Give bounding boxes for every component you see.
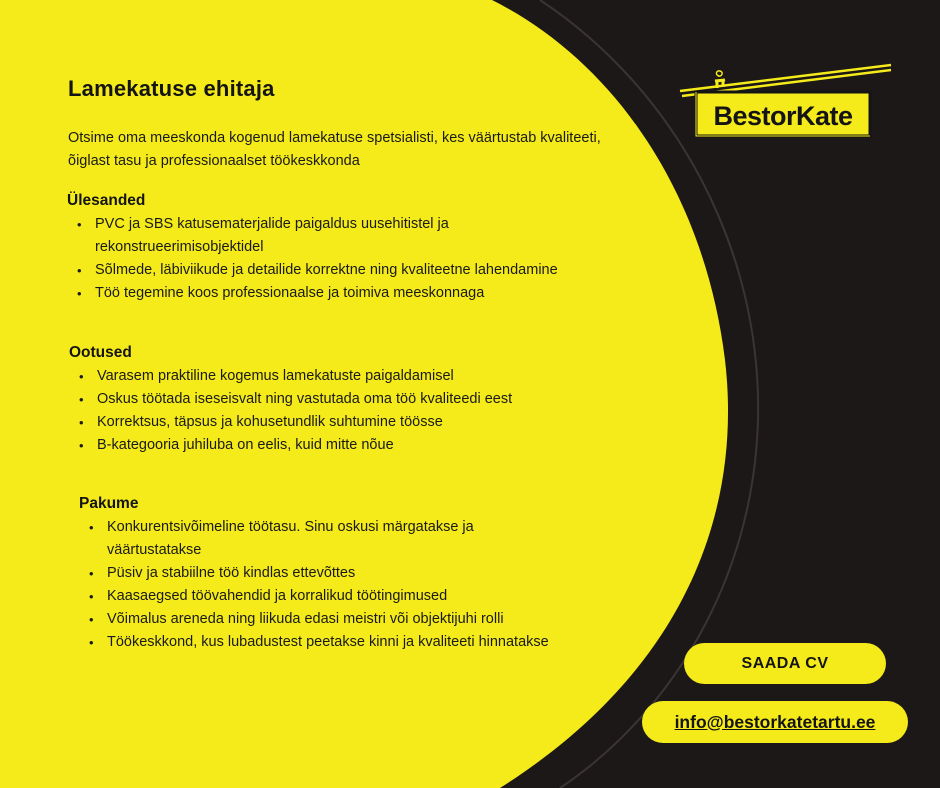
send-cv-button[interactable]: SAADA CV [684,643,886,684]
section-expectations [69,341,519,457]
offer-list [79,516,569,654]
list-item: • Püsiv ja stabiilne töö kindlas ettevõttes [79,562,569,585]
intro-text: Otsime oma meeskonda kogenud lamekatuse spetsialisti, kes väärtustab kvaliteeti, õiglast tasu ja professionaalset töökeskkonda [68,130,601,169]
section-heading: Pakume [79,495,139,512]
page-title: Lamekatuse ehitaja [68,76,275,101]
list-item: • Töö tegemine koos professionaalse ja toimiva meeskonnaga [67,282,567,305]
list-item: • Konkurentsivõimeline töötasu. Sinu oskusi märgatakse ja väärtustatakse [79,516,569,562]
list-item: • Võimalus areneda ning liikuda edasi meistri või objektijuhi rolli [79,608,569,631]
list-item: • PVC ja SBS katusematerjalide paigaldus uusehitistel ja rekonstrueerimisobjektidel [67,213,567,259]
task-list [67,213,567,305]
bestorkate-logo [678,62,893,144]
expectation-list [69,365,519,457]
section-tasks [67,189,567,305]
list-item: • Sõlmede, läbiviikude ja detailide korrektne ning kvaliteetne lahendamine [67,259,567,282]
list-item: • Töökeskkond, kus lubadustest peetakse kinni ja kvaliteeti hinnatakse [79,631,569,654]
list-item: • Varasem praktiline kogemus lamekatuste paigaldamisel [69,365,519,388]
section-heading: Ülesanded [67,192,146,209]
list-item: • Oskus töötada iseseisvalt ning vastutada oma töö kvaliteedi eest [69,388,519,411]
list-item: • Kaasaegsed töövahendid ja korralikud töötingimused [79,585,569,608]
logo-text: BestorKate [713,101,853,131]
list-item: • B-kategooria juhiluba on eelis, kuid mitte nõue [69,434,519,457]
list-item: • Korrektsus, täpsus ja kohusetundlik suhtumine töösse [69,411,519,434]
section-heading: Ootused [69,344,132,361]
email-link[interactable]: info@bestorkatetartu.ee [642,701,908,743]
section-offer [79,492,569,654]
